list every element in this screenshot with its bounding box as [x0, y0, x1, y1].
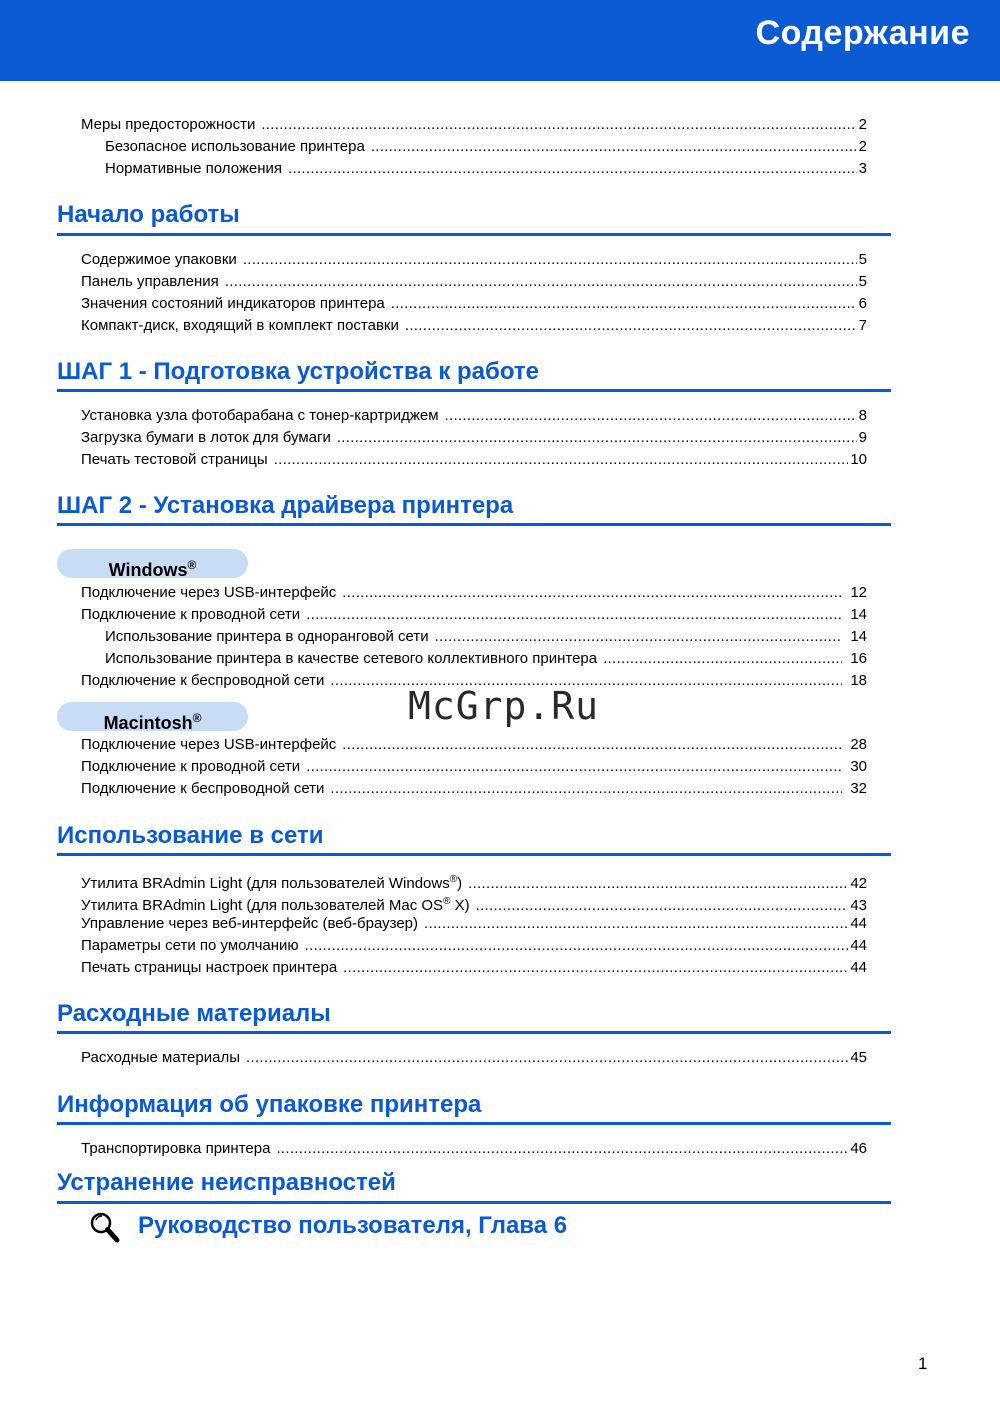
toc-entry-text: Подключение через USB-интерфейс [81, 584, 337, 601]
toc-leader [246, 1047, 848, 1069]
toc-leader [405, 315, 857, 337]
toc-entry-text: Подключение к проводной сети [81, 606, 301, 623]
toc-entry[interactable] [0, 648, 1000, 670]
toc-entry[interactable] [0, 869, 1000, 891]
toc-entry[interactable] [0, 935, 1000, 957]
toc-entry-text-tail: ) [457, 875, 463, 892]
toc-leader [288, 158, 857, 180]
toc-entry-text: Использование принтера в качестве сетевого коллективного принтера [105, 650, 598, 667]
section-divider [57, 853, 891, 856]
section-divider [57, 389, 891, 392]
toc-page-number: 43 [850, 897, 867, 914]
toc-page-number: 44 [850, 959, 867, 976]
toc-entry[interactable] [0, 158, 1000, 180]
toc-leader [306, 756, 842, 778]
toc-entry-text: Транспортировка принтера [81, 1140, 271, 1157]
toc-page-number: 42 [850, 875, 867, 892]
macintosh-platform-label [57, 702, 248, 731]
toc-page-number: 14 [850, 606, 867, 623]
user-guide-reference[interactable] [88, 1210, 788, 1250]
section-divider [57, 1201, 891, 1204]
toc-page-number: 44 [850, 937, 867, 954]
toc-leader [391, 293, 857, 315]
macintosh-label-text: Macintosh [103, 713, 193, 733]
toc-page-number: 18 [850, 672, 867, 689]
toc-leader [305, 935, 849, 957]
toc-leader [225, 271, 857, 293]
toc-entry-text: Панель управления [81, 273, 219, 290]
toc-entry-text: Содержимое упаковки [81, 251, 237, 268]
toc-leader [274, 449, 849, 471]
toc-page-number: 10 [850, 451, 867, 468]
page-number: 1 [918, 1354, 928, 1373]
toc-entry-text: Расходные материалы [81, 1049, 240, 1066]
toc-entry-text-tail: X) [450, 897, 470, 914]
toc-leader [330, 778, 842, 800]
toc-page-number: 32 [850, 780, 867, 797]
toc-entry[interactable] [0, 136, 1000, 158]
toc-leader [306, 604, 842, 626]
toc-page-number: 30 [850, 758, 867, 775]
section-divider [57, 1122, 891, 1125]
toc-page-number: 12 [850, 584, 867, 601]
toc-leader [424, 913, 848, 935]
toc-page-number: 7 [858, 317, 867, 334]
toc-leader [371, 136, 857, 158]
watermark: McGrp.Ru [408, 684, 600, 728]
toc-page-number: 14 [850, 628, 867, 645]
registered-mark: ® [449, 874, 458, 885]
toc-entry[interactable] [0, 582, 1000, 604]
toc-entry-text: Использование принтера в одноранговой сети [105, 628, 429, 645]
user-guide-reference-text: Руководство пользователя, Глава 6 [138, 1212, 568, 1239]
toc-entry-text: Безопасное использование принтера [105, 138, 365, 155]
section-heading: Информация об упаковке принтера [57, 1091, 482, 1118]
windows-label-text: Windows [108, 560, 188, 580]
toc-entry[interactable] [0, 626, 1000, 648]
toc-entry[interactable] [0, 271, 1000, 293]
magnifier-icon [88, 1210, 122, 1246]
section-divider [57, 1031, 891, 1034]
section-divider [57, 233, 891, 236]
toc-page-number: 45 [850, 1049, 867, 1066]
section-start [57, 200, 891, 230]
toc-entry-text: Подключение к беспроводной сети [81, 780, 325, 797]
toc-entry-text-main: Утилита BRAdmin Light (для пользователей Mac OS [81, 897, 444, 914]
toc-entry[interactable] [0, 114, 1000, 136]
section-heading: Расходные материалы [57, 1000, 331, 1027]
toc-entry[interactable] [0, 449, 1000, 471]
section-divider [57, 523, 891, 526]
toc-leader [603, 648, 842, 670]
toc-entry[interactable] [0, 734, 1000, 756]
toc-entry[interactable] [0, 957, 1000, 979]
toc-entry-text-main: Утилита BRAdmin Light (для пользователей Windows [81, 875, 450, 892]
toc-page-number: 5 [858, 251, 867, 268]
toc-entry[interactable] [0, 778, 1000, 800]
toc-leader [243, 249, 857, 271]
section-heading: Начало работы [57, 201, 240, 228]
toc-page-number: 16 [850, 650, 867, 667]
toc-entry[interactable] [0, 249, 1000, 271]
section-heading: Использование в сети [57, 822, 324, 849]
toc-leader [261, 114, 856, 136]
toc-entry-text: Параметры сети по умолчанию [81, 937, 299, 954]
header-band [0, 0, 1000, 81]
toc-page-number: 46 [850, 1140, 867, 1157]
toc-page-number: 2 [858, 138, 867, 155]
toc-entry[interactable] [0, 1138, 1000, 1160]
toc-page-number: 6 [858, 295, 867, 312]
toc-entry[interactable] [0, 891, 1000, 913]
toc-entry[interactable] [0, 1047, 1000, 1069]
registered-mark: ® [192, 711, 202, 725]
toc-leader [337, 427, 857, 449]
toc-entry[interactable] [0, 293, 1000, 315]
toc-entry-text: Подключение к беспроводной сети [81, 672, 325, 689]
toc-entry[interactable] [0, 427, 1000, 449]
toc-entry[interactable] [0, 405, 1000, 427]
section-network [57, 821, 891, 851]
toc-entry-text: Загрузка бумаги в лоток для бумаги [81, 429, 331, 446]
toc-leader [276, 1138, 848, 1160]
toc-entry-text: Установка узла фотобарабана с тонер-картриджем [81, 407, 439, 424]
section-packing [57, 1090, 891, 1120]
toc-leader [342, 582, 842, 604]
toc-page-number: 3 [858, 160, 867, 177]
toc-entry-text: Значения состояний индикаторов принтера [81, 295, 385, 312]
toc-entry[interactable] [0, 315, 1000, 337]
toc-leader [343, 957, 848, 979]
toc-entry-text: Управление через веб-интерфейс (веб-браузер) [81, 915, 419, 932]
toc-entry[interactable] [0, 604, 1000, 626]
section-step1 [57, 357, 891, 387]
section-supplies [57, 999, 891, 1029]
toc-entry[interactable] [0, 756, 1000, 778]
windows-platform-label [57, 549, 248, 578]
toc-entry-text: Подключение к проводной сети [81, 758, 301, 775]
section-heading: ШАГ 2 - Установка драйвера принтера [57, 492, 514, 519]
toc-entry-text: Печать тестовой страницы [81, 451, 268, 468]
toc-entry-text: Нормативные положения [105, 160, 283, 177]
toc-leader [342, 734, 842, 756]
page-title: Содержание [755, 14, 970, 52]
section-heading: Устранение неисправностей [57, 1169, 396, 1196]
toc-page-number: 2 [858, 116, 867, 133]
toc-page-number: 5 [858, 273, 867, 290]
toc-entry[interactable] [0, 913, 1000, 935]
toc-page-number: 9 [858, 429, 867, 446]
toc-page-number: 8 [858, 407, 867, 424]
toc-entry-text: Подключение через USB-интерфейс [81, 736, 337, 753]
toc-page-number: 28 [850, 736, 867, 753]
section-step2 [57, 491, 891, 521]
toc-leader [445, 405, 857, 427]
toc-leader [435, 626, 843, 648]
toc-entry-text: Компакт-диск, входящий в комплект поставки [81, 317, 399, 334]
registered-mark: ® [187, 558, 197, 572]
toc-entry-text: Меры предосторожности [81, 116, 256, 133]
toc-entry-text: Печать страницы настроек принтера [81, 959, 338, 976]
registered-mark: ® [443, 896, 451, 907]
toc-page-number: 44 [850, 915, 867, 932]
section-troubleshooting [57, 1168, 891, 1198]
section-heading: ШАГ 1 - Подготовка устройства к работе [57, 358, 540, 385]
